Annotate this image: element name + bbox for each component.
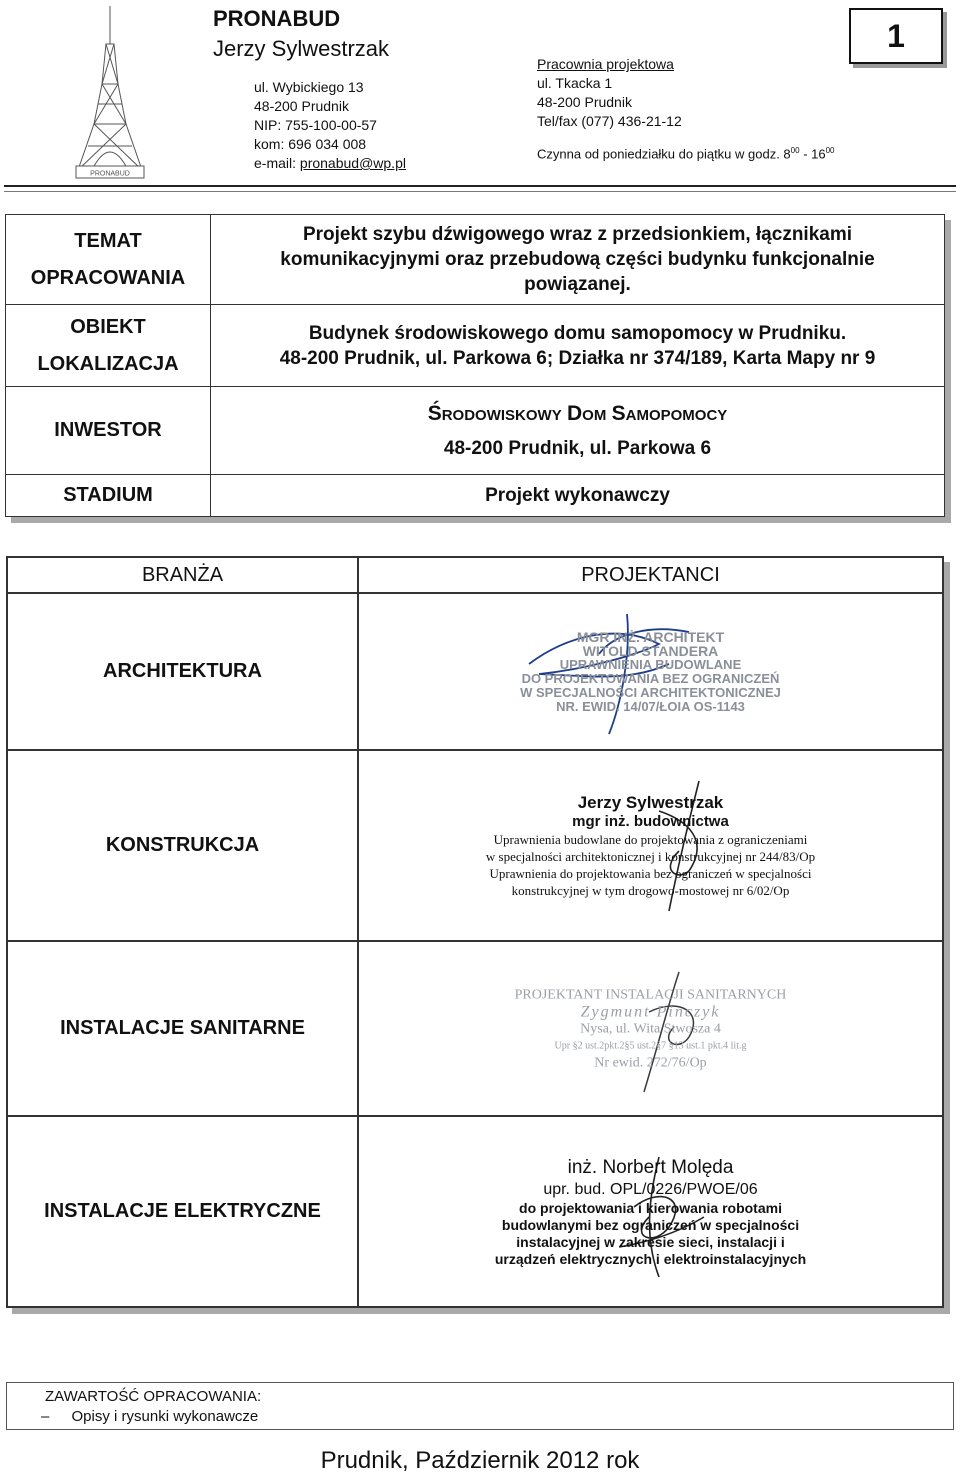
info-row-stage <box>6 475 945 517</box>
structural-stamp <box>359 793 942 899</box>
stamp-line: inż. Norbert Molęda <box>567 1156 734 1178</box>
header-divider <box>4 191 956 192</box>
investor-name-initial: S <box>611 401 626 425</box>
email-prefix: e-mail: <box>254 155 300 171</box>
investor-name-initial: D <box>566 401 583 425</box>
investor-name-initial: Ś <box>427 401 442 425</box>
investor-name <box>211 397 944 433</box>
place-and-date: Prudnik, Październik 2012 rok <box>320 1447 640 1474</box>
topic-label: TEMAT <box>74 229 142 252</box>
svg-text:PRONABUD: PRONABUD <box>90 170 130 178</box>
email-line <box>254 154 406 173</box>
object-value: Budynek środowiskowego domu samopomocy w Prudniku. <box>308 322 847 344</box>
designers-column-header: PROJEKTANCI <box>358 557 943 593</box>
stage-label-cell <box>6 475 211 517</box>
investor-name-rest: AMOPOMOCY <box>625 406 728 424</box>
designer-stamp-cell <box>358 750 943 941</box>
designer-row <box>7 1116 943 1307</box>
stamp-line: urządzeń elektrycznych i elektroinstalacyjnych <box>494 1250 807 1267</box>
designers-header-row <box>7 557 943 593</box>
investor-value-cell <box>211 387 945 475</box>
stamp-line: NR. EWID. 14/07/ŁOIA OS-1143 <box>556 698 745 714</box>
topic-label-2: OPRACOWANIA <box>30 266 186 289</box>
designer-row <box>7 593 943 750</box>
investor-name-rest: OM <box>582 406 607 424</box>
topic-label-cell <box>6 215 211 305</box>
hours-sup: 00 <box>790 146 800 155</box>
stamp-line: WITOLD STANDERA <box>582 642 719 659</box>
architect-stamp <box>359 630 942 714</box>
info-row-object <box>6 305 945 387</box>
branch-name: KONSTRUKCJA <box>7 750 358 941</box>
stamp-line: Jerzy Sylwestrzak <box>577 792 724 812</box>
address-line: kom: 696 034 008 <box>254 136 367 152</box>
branch-name: ARCHITEKTURA <box>7 593 358 750</box>
hours-sup: 00 <box>825 146 835 155</box>
page-number: 1 <box>849 8 943 64</box>
topic-value: Projekt szybu dźwigowego wraz z przedsionkiem, łącznikami komunikacyjnymi oraz przebudową części budynku funkcjonalnie powiązanej. <box>280 224 875 295</box>
hours-text: Czynna od poniedziałku do piątku w godz. 8 <box>537 146 791 162</box>
designer-stamp-cell <box>358 593 943 750</box>
designer-stamp-cell <box>358 1116 943 1307</box>
object-label-cell <box>6 305 211 387</box>
info-row-topic <box>6 215 945 305</box>
stamp-line: instalacyjnej w zakresie sieci, instalacji i <box>516 1233 785 1250</box>
address-line: ul. Wybickiego 13 <box>254 79 364 95</box>
investor-name-rest: RODOWISKOWY <box>441 406 562 424</box>
office-title: Pracownia projektowa <box>537 56 674 72</box>
designer-stamp-cell <box>358 941 943 1116</box>
stamp-line: budowlanymi bez ograniczeń w specjalności <box>501 1216 800 1233</box>
opening-hours <box>537 146 835 161</box>
stamp-line: w specjalności architektonicznej i konstrukcyjnej nr 244/83/Op <box>485 848 816 864</box>
stamp-line: Upr §2 ust.2pkt.2§5 ust.2§7 §13 ust.1 pkt.4 lit.g <box>554 1040 747 1051</box>
object-label: OBIEKT <box>70 315 146 338</box>
stamp-line: DO PROJEKTOWANIA BEZ OGRANICZEŃ <box>521 670 780 686</box>
stamp-line: konstrukcyjnej w tym drogowo-mostowej nr 6/02/Op <box>511 882 790 898</box>
designer-row <box>7 941 943 1116</box>
contents-title: ZAWARTOŚĆ OPRACOWANIA: <box>45 1388 262 1405</box>
company-logo <box>62 4 158 180</box>
electrical-stamp <box>359 1156 942 1268</box>
stamp-line: PROJEKTANT INSTALACJI SANITARNYCH <box>514 987 787 1002</box>
location-label: LOKALIZACJA <box>37 352 179 375</box>
stamp-line: Uprawnienia budowlane do projektowania z ograniczeniami <box>493 831 808 847</box>
hours-text-mid: - 16 <box>799 146 826 162</box>
info-row-investor <box>6 387 945 475</box>
company-address <box>254 78 406 173</box>
branch-name: INSTALACJE ELEKTRYCZNE <box>7 1116 358 1307</box>
office-line: ul. Tkacka 1 <box>537 75 613 91</box>
owner-name: Jerzy Sylwestrzak <box>213 36 390 61</box>
office-line: 48-200 Prudnik <box>537 94 632 110</box>
stamp-line: Nysa, ul. Wita Stwosza 4 <box>580 1021 721 1036</box>
sanitary-stamp <box>359 986 942 1071</box>
stage-value-cell <box>211 475 945 517</box>
stamp-line: UPRAWNIENIA BUDOWLANE <box>559 656 742 672</box>
object-value-cell <box>211 305 945 387</box>
designer-row <box>7 750 943 941</box>
location-value: 48-200 Prudnik, ul. Parkowa 6; Działka nr 374/189, Karta Mapy nr 9 <box>279 347 876 369</box>
branch-column-header: BRANŻA <box>7 557 358 593</box>
office-address <box>537 55 682 131</box>
header-divider <box>4 185 956 187</box>
investor-address: 48-200 Prudnik, ul. Parkowa 6 <box>443 437 712 459</box>
topic-value-cell <box>211 215 945 305</box>
stamp-line: W SPECJALNOŚCI ARCHITEKTONICZNEJ <box>520 684 781 700</box>
stamp-line: do projektowania i kierowania robotami <box>519 1199 782 1216</box>
branch-name: INSTALACJE SANITARNE <box>7 941 358 1116</box>
contents-bullet: – <box>41 1408 50 1425</box>
address-line: 48-200 Prudnik <box>254 98 349 114</box>
investor-label-cell <box>6 387 211 475</box>
stage-value: Projekt wykonawczy <box>485 485 670 506</box>
stamp-line: Zygmunt Pinczyk <box>580 1003 721 1020</box>
contents-item <box>41 1407 953 1427</box>
stamp-line: Uprawnienia do projektowania bez ograniczeń w specjalności <box>489 865 812 881</box>
designers-table <box>6 556 944 1308</box>
stamp-line: mgr inż. budownictwa <box>572 812 729 830</box>
stamp-line: MGR INŻ. ARCHITEKT <box>576 628 725 645</box>
stamp-line: Nr ewid. 272/76/Op <box>594 1055 707 1070</box>
email-link[interactable]: pronabud@wp.pl <box>299 155 406 171</box>
contents-box <box>6 1382 954 1430</box>
company-name: PRONABUD <box>213 6 341 31</box>
stamp-line: upr. bud. OPL/0226/PWOE/06 <box>543 1180 758 1198</box>
stage-label: STADIUM <box>63 484 153 506</box>
project-info-table <box>5 214 945 517</box>
contents-item-text: Opisy i rysunki wykonawcze <box>71 1408 259 1425</box>
investor-label: INWESTOR <box>54 419 162 441</box>
address-line: NIP: 755-100-00-57 <box>254 117 377 133</box>
office-line: Tel/fax (077) 436-21-12 <box>537 113 682 129</box>
